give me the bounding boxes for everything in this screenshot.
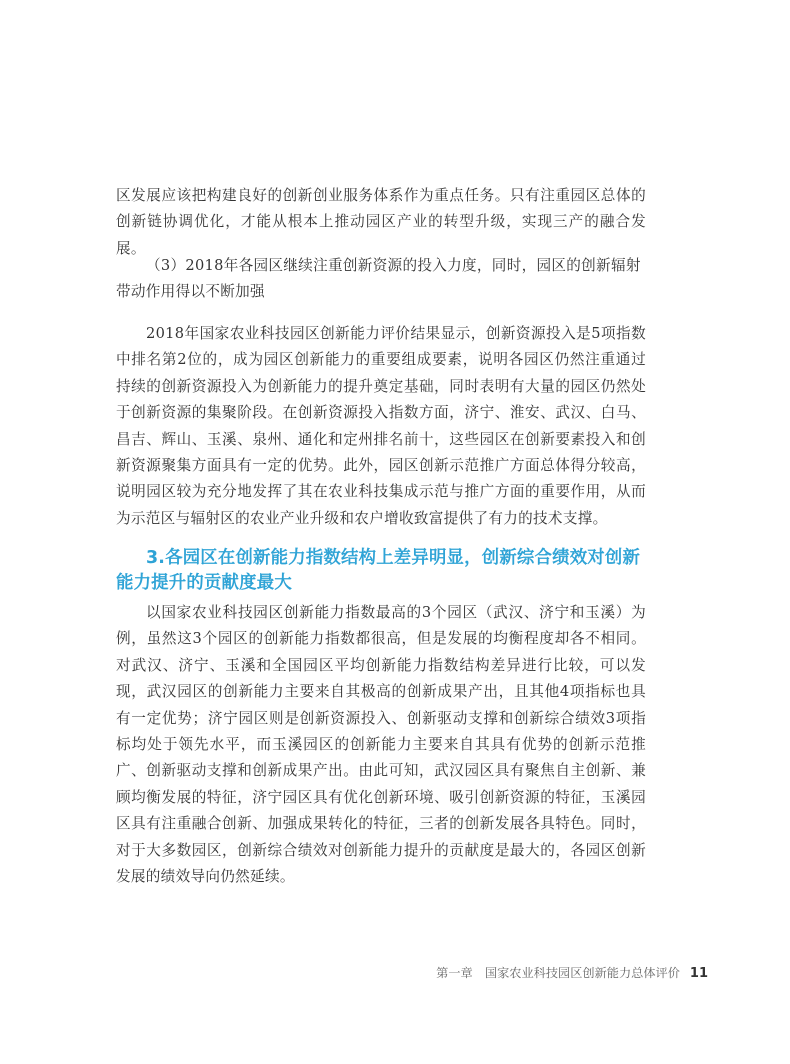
section3-body-paragraph: 以国家农业科技园区创新能力指数最高的3个园区（武汉、济宁和玉溪）为例，虽然这3个园区的创新能力指数都很高，但是发展的均衡程度却各不相同。对武汉、济宁、玉溪和全国园区平均创新能力指数结构差异进行比较，可以发现，武汉园区的创新能力主要来自其极高的创新成果产出，且其他4项指标也具有一定优势；济宁园区则是创新资源投入、创新驱动支撑和创新综合绩效3项指标均处于领先水平，而玉溪园区的创新能力主要来自其具有优势的创新示范推广、创新驱动支撑和创新成果产出。由此可知，武汉园区具有聚焦自主创新、兼顾均衡发展的特征，济宁园区具有优化创新环境、吸引创新资源的特征，玉溪园区具有注重融合创新、加强成果转化的特征，三者的创新发展各具特色。同时，对于大多数园区，创新综合绩效对创新能力提升的贡献度是最大的，各园区创新发展的绩效导向仍然延续。	[116, 604, 646, 886]
footer-chapter-title: 第一章 国家农业科技园区创新能力总体评价	[436, 966, 680, 980]
point3-body-paragraph: 2018年国家农业科技园区创新能力评价结果显示，创新资源投入是5项指数中排名第2位的，成为园区创新能力的重要组成要素，说明各园区仍然注重通过持续的创新资源投入为创新能力的提升奠定基础，同时表明有大量的园区仍然处于创新资源的集聚阶段。在创新资源投入指数方面，济宁、淮安、武汉、白马、昌吉、辉山、玉溪、泉州、通化和定州排名前十，这些园区在创新要素投入和创新资源聚集方面具有一定的优势。此外，园区创新示范推广方面总体得分较高，说明园区较为充分地发挥了其在农业科技集成示范与推广方面的重要作用，从而为示范区与辐射区的农业产业升级和农户增收致富提供了有力的技术支撑。	[116, 325, 646, 527]
intro-continuation-paragraph: 区发展应该把构建良好的创新创业服务体系作为重点任务。只有注重园区总体的创新链协调优化，才能从根本上推动园区产业的转型升级，实现三产的融合发展。	[116, 187, 646, 257]
section3-heading: 3.各园区在创新能力指数结构上差异明显，创新综合绩效对创新能力提升的贡献度最大	[116, 548, 641, 593]
point3-subheading: （3）2018年各园区继续注重创新资源的投入力度，同时，园区的创新辐射带动作用得以不断加强	[116, 257, 641, 301]
page-number: 11	[689, 966, 708, 981]
page-footer	[436, 964, 708, 981]
